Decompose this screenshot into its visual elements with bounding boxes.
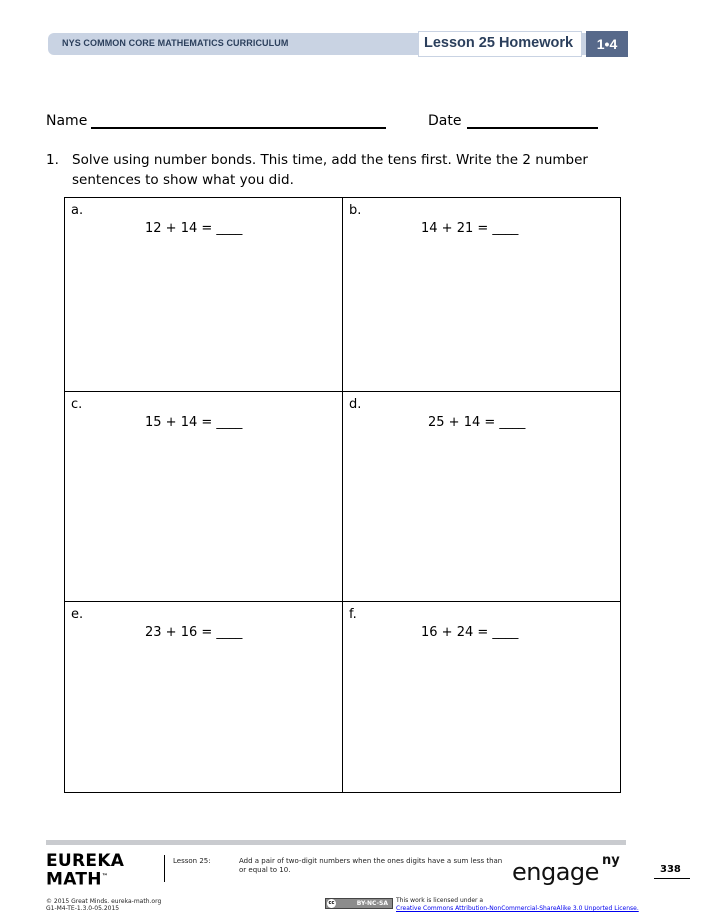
problem-letter: f. (349, 607, 357, 622)
problem-expression: 16 + 24 = ____ (421, 625, 519, 640)
cc-icon: cc (328, 900, 335, 906)
problem-cell-e[interactable] (65, 602, 343, 792)
eureka-math-logo: EUREKA MATH™ (46, 851, 125, 890)
problem-letter: a. (71, 203, 84, 218)
module-badge: 1•4 (586, 31, 628, 57)
name-field[interactable] (91, 127, 386, 129)
problem-letter: c. (71, 397, 83, 412)
footer-divider (46, 840, 626, 845)
footer-lesson-ref: Lesson 25: (173, 857, 211, 865)
cc-license-badge[interactable] (325, 898, 393, 909)
license-text: This work is licensed under a (396, 897, 484, 904)
problem-expression: 14 + 21 = ____ (421, 221, 519, 236)
problem-cell-f[interactable] (343, 602, 620, 792)
footer-vertical-rule (164, 855, 165, 882)
logo-line-2: MATH (46, 869, 102, 890)
date-label: Date (428, 113, 462, 129)
problem-letter: d. (349, 397, 362, 412)
footer-lesson-description: Add a pair of two-digit numbers when the ones digits have a sum less than or equal to 10. (239, 857, 503, 874)
logo-line-1: EUREKA (46, 851, 125, 871)
problem-letter: e. (71, 607, 84, 622)
footer-copyright: © 2015 Great Minds. eureka-math.org (46, 898, 162, 905)
lesson-title: Lesson 25 Homework (424, 35, 574, 51)
date-field[interactable] (467, 127, 598, 129)
engageny-logo-suffix: ny (602, 853, 620, 868)
engageny-logo: engage (512, 858, 599, 886)
problem-expression: 15 + 14 = ____ (145, 415, 243, 430)
cc-badge-label: BY-NC-SA (356, 900, 388, 907)
question-number: 1. (46, 152, 59, 168)
problem-cell-b[interactable] (343, 198, 620, 392)
question-text: Solve using number bonds. This time, add the tens first. Write the 2 number sentences to show what you did. (72, 152, 588, 188)
problem-expression: 25 + 14 = ____ (428, 415, 526, 430)
page-number: 338 (660, 864, 681, 875)
page-number-rule (654, 878, 690, 879)
problem-cell-a[interactable] (65, 198, 343, 392)
problem-grid (64, 197, 621, 793)
problem-cell-c[interactable] (65, 392, 343, 602)
problem-letter: b. (349, 203, 362, 218)
problem-expression: 12 + 14 = ____ (145, 221, 243, 236)
problem-expression: 23 + 16 = ____ (145, 625, 243, 640)
license-link[interactable]: Creative Commons Attribution-NonCommercial-ShareAlike 3.0 Unported License. (396, 905, 639, 912)
curriculum-title: NYS COMMON CORE MATHEMATICS CURRICULUM (62, 38, 289, 48)
footer-doc-code: G1-M4-TE-1.3.0-05.2015 (46, 905, 120, 912)
name-label: Name (46, 113, 88, 129)
problem-cell-d[interactable] (343, 392, 620, 602)
